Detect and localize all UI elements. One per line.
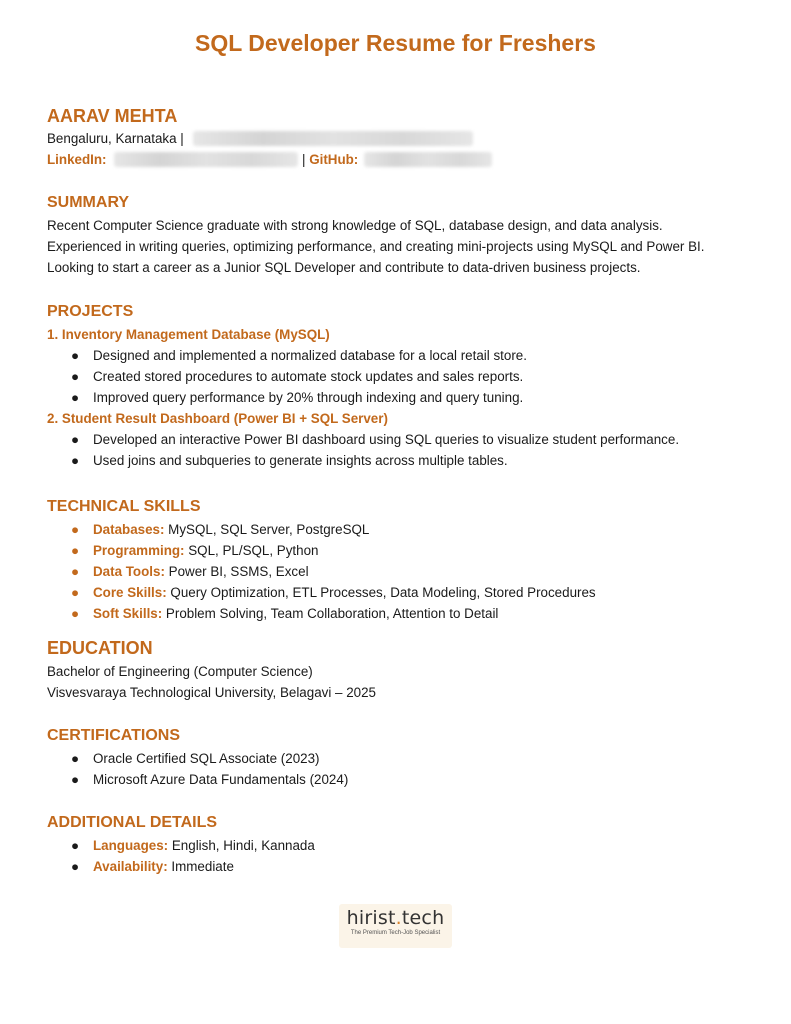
candidate-name: AARAV MEHTA	[47, 106, 178, 126]
bullet-text: Improved query performance by 20% through indexing and query tuning.	[93, 390, 524, 405]
logo-text: tech	[401, 907, 445, 929]
detail-value: English, Hindi, Kannada	[168, 838, 315, 853]
additional-heading: ADDITIONAL DETAILS	[47, 814, 218, 831]
list-item	[71, 564, 309, 579]
skill-label: Soft Skills:	[93, 606, 163, 621]
detail-label: Languages:	[93, 838, 169, 853]
skill-label: Programming:	[93, 543, 185, 558]
certifications-heading: CERTIFICATIONS	[47, 727, 181, 744]
skill-value: Query Optimization, ETL Processes, Data Modeling, Stored Procedures	[166, 585, 596, 600]
projects-heading: PROJECTS	[47, 303, 134, 320]
detail-value: Immediate	[167, 859, 234, 874]
skill-value: SQL, PL/SQL, Python	[184, 543, 319, 558]
bullet-icon: ●	[71, 369, 80, 384]
linkedin-label: LinkedIn:	[47, 152, 107, 167]
skill-value: Problem Solving, Team Collaboration, Attention to Detail	[162, 606, 499, 621]
bullet-text: Developed an interactive Power BI dashboard using SQL queries to visualize student performance.	[93, 432, 680, 447]
links-separator: |	[301, 152, 310, 167]
list-item	[71, 859, 234, 874]
bullet-text: Oracle Certified SQL Associate (2023)	[93, 751, 320, 766]
summary-line: Recent Computer Science graduate with strong knowledge of SQL, database design, and data analysis.	[47, 218, 663, 233]
bullet-text: Used joins and subqueries to generate insights across multiple tables.	[93, 453, 508, 468]
list-item	[71, 369, 524, 384]
skill-label: Databases:	[93, 522, 165, 537]
bullet-icon: ●	[71, 585, 80, 600]
bullet-icon: ●	[71, 522, 80, 537]
bullet-text: Designed and implemented a normalized database for a local retail store.	[93, 348, 527, 363]
logo-wordmark	[339, 904, 452, 929]
education-heading: EDUCATION	[47, 638, 153, 658]
bullet-icon: ●	[71, 838, 80, 853]
list-item	[71, 751, 320, 766]
logo-text: hirist	[346, 907, 396, 929]
list-item	[71, 390, 524, 405]
bullet-icon: ●	[71, 543, 80, 558]
hirist-logo	[339, 904, 452, 948]
education-degree: Bachelor of Engineering (Computer Science)	[47, 664, 313, 679]
skills-heading: TECHNICAL SKILLS	[47, 498, 201, 515]
skill-label: Data Tools:	[93, 564, 165, 579]
bullet-icon: ●	[71, 390, 80, 405]
redacted-contact	[193, 131, 473, 146]
list-item	[71, 772, 349, 787]
list-item	[71, 432, 680, 447]
bullet-text: Microsoft Azure Data Fundamentals (2024)	[93, 772, 349, 787]
summary-heading: SUMMARY	[47, 194, 130, 211]
project-title: 2. Student Result Dashboard (Power BI + SQL Server)	[47, 411, 388, 426]
list-item	[71, 585, 596, 600]
list-item	[71, 522, 370, 537]
bullet-icon: ●	[71, 859, 80, 874]
bullet-icon: ●	[71, 453, 80, 468]
list-item	[71, 838, 315, 853]
skill-value: Power BI, SSMS, Excel	[164, 564, 309, 579]
summary-line: Experienced in writing queries, optimizing performance, and creating mini-projects using MySQL and Power BI.	[47, 239, 705, 254]
summary-line: Looking to start a career as a Junior SQL Developer and contribute to data-driven business projects.	[47, 260, 641, 275]
skill-value: MySQL, SQL Server, PostgreSQL	[164, 522, 370, 537]
list-item	[71, 606, 499, 621]
location-text: Bengaluru, Karnataka |	[47, 131, 184, 146]
skill-label: Core Skills:	[93, 585, 167, 600]
bullet-text: Created stored procedures to automate stock updates and sales reports.	[93, 369, 524, 384]
logo-dot: .	[395, 907, 402, 929]
redacted-github	[364, 152, 492, 167]
list-item	[71, 453, 508, 468]
logo-tagline: The Premium Tech-Job Specialist	[350, 930, 441, 936]
redacted-linkedin	[114, 152, 298, 167]
page-title: SQL Developer Resume for Freshers	[195, 30, 596, 56]
bullet-icon: ●	[71, 564, 80, 579]
list-item	[71, 543, 319, 558]
education-university: Visvesvaraya Technological University, Belagavi – 2025	[47, 685, 376, 700]
contact-line	[47, 131, 473, 146]
bullet-icon: ●	[71, 606, 80, 621]
github-label: GitHub:	[309, 152, 359, 167]
bullet-icon: ●	[71, 751, 80, 766]
project-title: 1. Inventory Management Database (MySQL)	[47, 327, 330, 342]
detail-label: Availability:	[93, 859, 168, 874]
links-line	[47, 152, 492, 167]
list-item	[71, 348, 527, 363]
bullet-icon: ●	[71, 432, 80, 447]
bullet-icon: ●	[71, 348, 80, 363]
bullet-icon: ●	[71, 772, 80, 787]
